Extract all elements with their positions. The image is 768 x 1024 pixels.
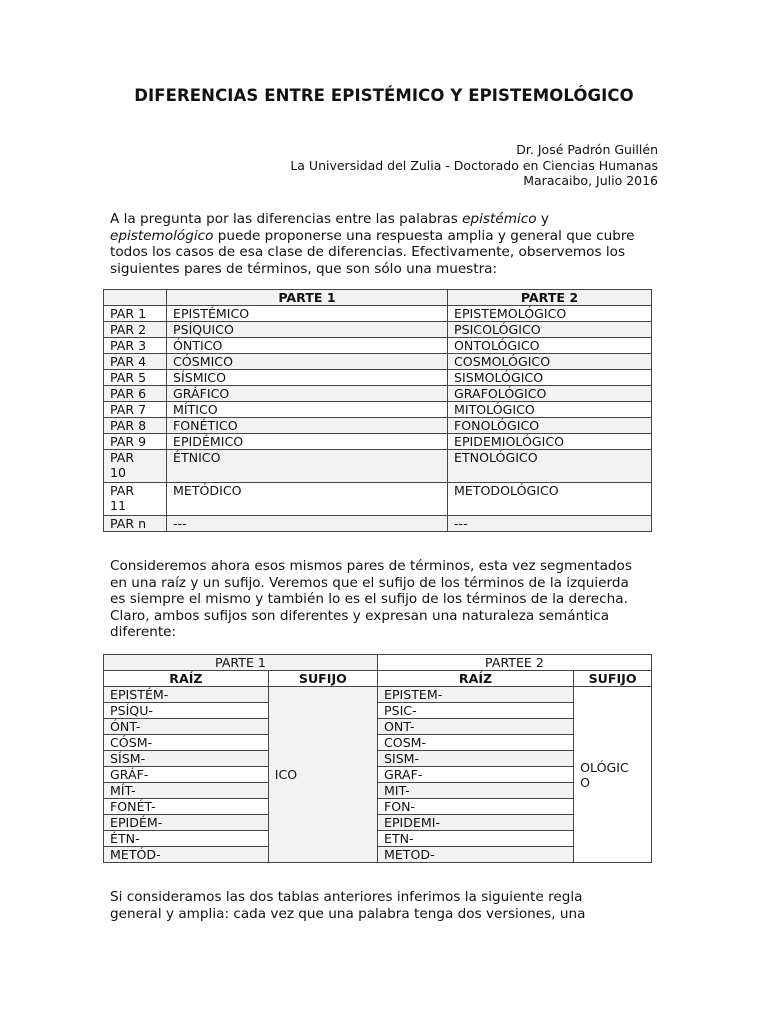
root-cell: PSIC-: [377, 703, 573, 719]
second-paragraph: [110, 558, 662, 641]
table-cell: PSÍQUICO: [167, 322, 448, 338]
table-cell: SÍSMICO: [167, 370, 448, 386]
suffix-cell: ICO: [268, 687, 377, 863]
root-cell: ÓNT-: [104, 719, 269, 735]
table-cell: PAR 3: [104, 338, 167, 354]
pairs-table: [103, 289, 652, 532]
table-cell: PAR 7: [104, 402, 167, 418]
row-number: 10: [110, 465, 127, 480]
table-header-row: [104, 290, 652, 306]
table-subheader-cell: RAÍZ: [377, 671, 573, 687]
table-cell: PSICOLÓGICO: [448, 322, 652, 338]
root-cell: EPISTEM-: [377, 687, 573, 703]
table-cell: CÓSMICO: [167, 354, 448, 370]
table-row: [104, 450, 652, 483]
root-cell: FONÉT-: [104, 799, 269, 815]
table-row: [104, 402, 652, 418]
table-header-cell: PARTE 1: [167, 290, 448, 306]
table-row: [104, 354, 652, 370]
root-cell: METOD-: [377, 847, 573, 863]
suffix-text: OLÓGIC: [580, 759, 629, 775]
row-label: PAR: [110, 483, 135, 498]
author-block: [290, 142, 658, 189]
roots-suffixes-table: [103, 654, 652, 863]
table-row: [104, 516, 652, 532]
root-cell: MÍT-: [104, 783, 269, 799]
root-cell: ONT-: [377, 719, 573, 735]
intro-text: puede proponerse una respuesta amplia y general que cubre: [213, 227, 635, 244]
table-cell: PAR 9: [104, 434, 167, 450]
table-cell: PAR 5: [104, 370, 167, 386]
table-cell: METODOLÓGICO: [448, 483, 652, 516]
table-header-cell: [104, 290, 167, 306]
root-cell: ÉTN-: [104, 831, 269, 847]
root-cell: GRAF-: [377, 767, 573, 783]
table-cell: MÍTICO: [167, 402, 448, 418]
root-cell: EPIDEMI-: [377, 815, 573, 831]
paragraph-line: en una raíz y un sufijo. Veremos que el sufijo de los términos de la izquierda: [110, 574, 629, 591]
table-row: [104, 483, 652, 516]
table-cell: ONTOLÓGICO: [448, 338, 652, 354]
table-cell: PAR n: [104, 516, 167, 532]
intro-text: A la pregunta por las diferencias entre las palabras: [110, 211, 463, 227]
table-row: [104, 735, 652, 751]
table-cell: ---: [167, 516, 448, 532]
table-row: [104, 386, 652, 402]
author-name: Dr. José Padrón Guillén: [516, 142, 658, 157]
intro-paragraph: [110, 211, 662, 277]
table-cell: ÓNTICO: [167, 338, 448, 354]
root-cell: PSÍQU-: [104, 703, 269, 719]
paragraph-line: Claro, ambos sufijos son diferentes y expresan una naturaleza semántica: [110, 607, 610, 624]
table-row: [104, 847, 652, 863]
table-cell: METÓDICO: [167, 483, 448, 516]
root-cell: ETN-: [377, 831, 573, 847]
table-row: [104, 815, 652, 831]
table-row: [104, 434, 652, 450]
author-place-date: Maracaibo, Julio 2016: [523, 173, 658, 188]
table-cell: EPISTEMOLÓGICO: [448, 306, 652, 322]
table-row: [104, 783, 652, 799]
table-subheader-cell: SUFIJO: [268, 671, 377, 687]
paragraph-line: Si consideramos las dos tablas anteriores inferimos la siguiente regla: [110, 889, 583, 905]
table-row: [104, 687, 652, 703]
root-cell: MIT-: [377, 783, 573, 799]
table-cell: [104, 450, 167, 483]
root-cell: COSM-: [377, 735, 573, 751]
third-paragraph: [110, 889, 662, 922]
table-cell: PAR 2: [104, 322, 167, 338]
root-cell: GRÁF-: [104, 767, 269, 783]
table-group-header-row: [104, 655, 652, 671]
table-row: [104, 418, 652, 434]
table-cell: [104, 483, 167, 516]
suffix-text: O: [580, 774, 591, 790]
paragraph-line: diferente:: [110, 624, 177, 640]
table-cell: EPIDEMIOLÓGICO: [448, 434, 652, 450]
table-row: [104, 338, 652, 354]
suffix-cell: [574, 687, 652, 863]
table-cell: ETNOLÓGICO: [448, 450, 652, 483]
table-header-cell: PARTE 2: [448, 290, 652, 306]
table-cell: FONÉTICO: [167, 418, 448, 434]
table-row: [104, 322, 652, 338]
paragraph-line: general y amplia: cada vez que una palabra tenga dos versiones, una: [110, 905, 586, 922]
table-cell: ---: [448, 516, 652, 532]
root-cell: EPIDÉM-: [104, 815, 269, 831]
paragraph-line: Consideremos ahora esos mismos pares de términos, esta vez segmentados: [110, 558, 632, 574]
root-cell: METÓD-: [104, 847, 269, 863]
table-cell: COSMOLÓGICO: [448, 354, 652, 370]
table-row: [104, 831, 652, 847]
table-cell: EPIDÉMICO: [167, 434, 448, 450]
table-row: [104, 703, 652, 719]
table-cell: PAR 1: [104, 306, 167, 322]
table-subheader-row: [104, 671, 652, 687]
table-group-header: PARTE 1: [104, 655, 378, 671]
table-cell: EPISTÉMICO: [167, 306, 448, 322]
table-cell: PAR 4: [104, 354, 167, 370]
table-row: [104, 799, 652, 815]
table-row: [104, 306, 652, 322]
intro-text: todos los casos de esa clase de diferencias. Efectivamente, observemos los: [110, 244, 626, 260]
root-cell: FON-: [377, 799, 573, 815]
table-group-header: PARTEE 2: [377, 655, 651, 671]
root-cell: EPISTÉM-: [104, 687, 269, 703]
table-subheader-cell: RAÍZ: [104, 671, 269, 687]
root-cell: SISM-: [377, 751, 573, 767]
table-cell: GRAFOLÓGICO: [448, 386, 652, 402]
table-cell: ÉTNICO: [167, 450, 448, 483]
table-cell: FONOLÓGICO: [448, 418, 652, 434]
table-row: [104, 719, 652, 735]
root-cell: SÍSM-: [104, 751, 269, 767]
table-cell: PAR 6: [104, 386, 167, 402]
row-number: 11: [110, 498, 127, 513]
intro-text: y: [536, 211, 549, 227]
intro-emphasis: epistemológico: [110, 227, 214, 244]
intro-text: siguientes pares de términos, que son sólo una muestra:: [110, 260, 498, 277]
root-cell: CÓSM-: [104, 735, 269, 751]
table-row: [104, 751, 652, 767]
table-cell: MITOLÓGICO: [448, 402, 652, 418]
author-affiliation: La Universidad del Zulia - Doctorado en Ciencias Humanas: [290, 157, 658, 173]
intro-emphasis: epistémico: [462, 211, 537, 227]
table-subheader-cell: SUFIJO: [574, 671, 652, 687]
table-cell: PAR 8: [104, 418, 167, 434]
table-row: [104, 370, 652, 386]
table-cell: GRÁFICO: [167, 386, 448, 402]
paragraph-line: es siempre el mismo y también lo es el sufijo de los términos de la derecha.: [110, 591, 628, 607]
document-title: DIFERENCIAS ENTRE EPISTÉMICO Y EPISTEMOLÓGICO: [134, 86, 634, 105]
table-cell: SISMOLÓGICO: [448, 370, 652, 386]
table-row: [104, 767, 652, 783]
row-label: PAR: [110, 450, 135, 465]
